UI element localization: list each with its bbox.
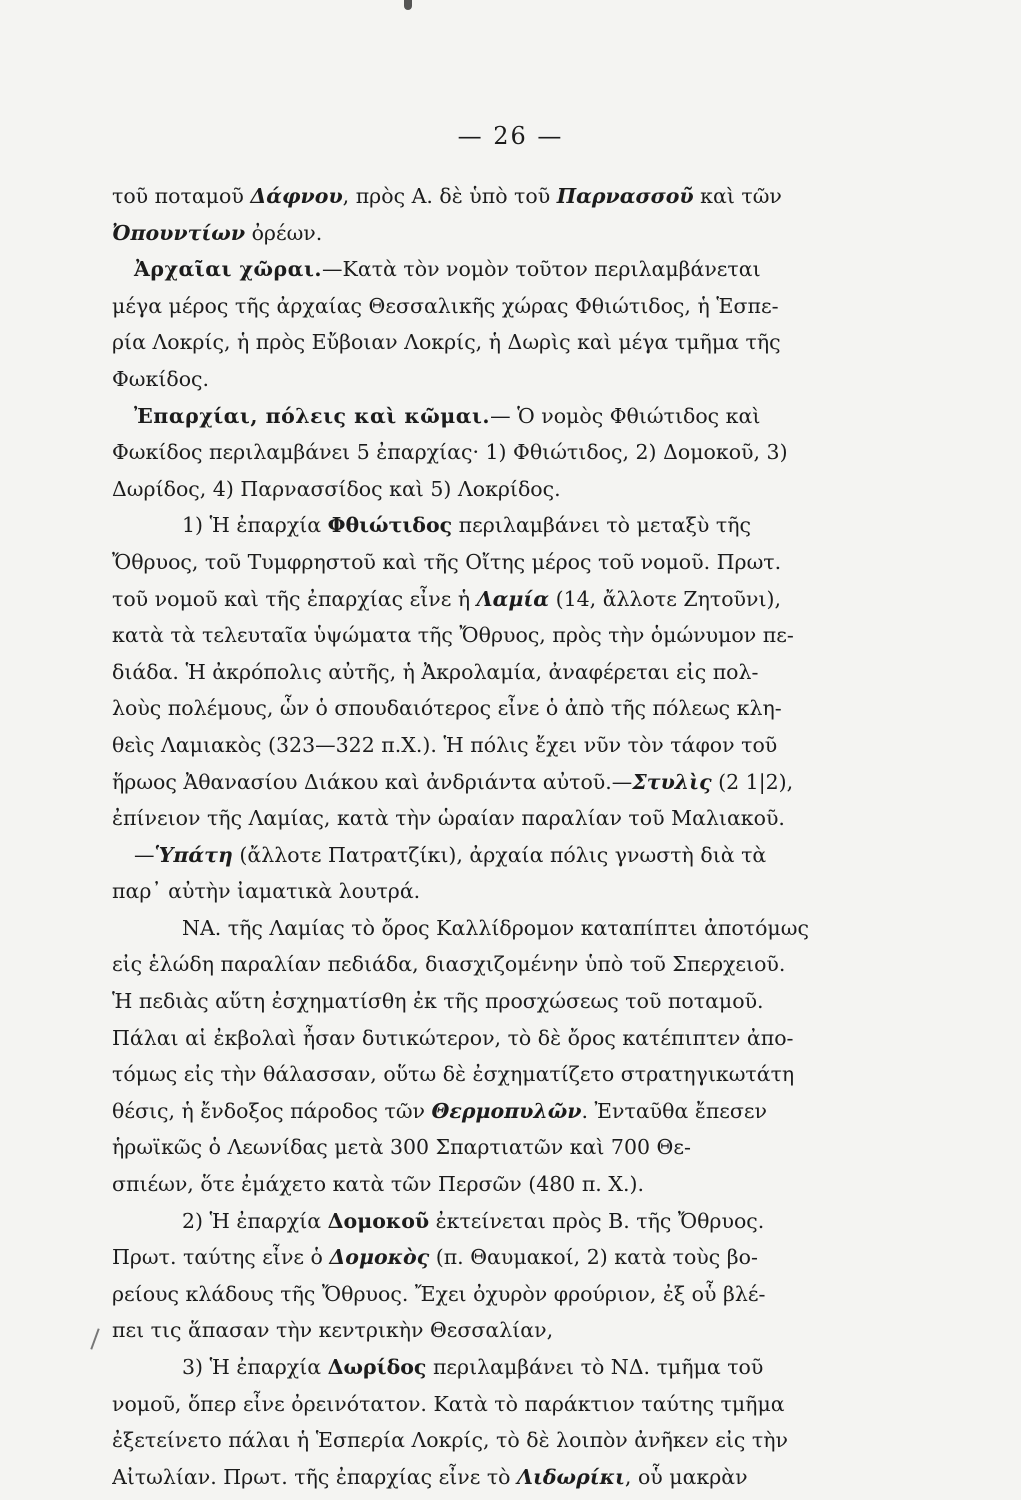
emphasis-text: Λαμία xyxy=(476,586,550,611)
text-line xyxy=(112,1276,980,1313)
text-run: θεὶς Λαμιακὸς (323—322 π.Χ.). Ἡ πόλις ἔχει νῦν τὸν τάφον τοῦ xyxy=(112,732,778,757)
text-run: Φωκίδος περιλαμβάνει 5 ἐπαρχίας· 1) Φθιώτιδος, 2) Δομοκοῦ, 3) xyxy=(112,440,788,465)
emphasis-text: Ὀπουντίων xyxy=(112,220,246,245)
text-line xyxy=(112,251,980,288)
text-run: ἐκτείνεται πρὸς Β. τῆς Ὄθρυος. xyxy=(429,1208,765,1233)
text-run: Φωκίδος. xyxy=(112,366,210,391)
text-run: λοὺς πολέμους, ὧν ὁ σπουδαιότερος εἶνε ὁ ἀπὸ τῆς πόλεως κλη- xyxy=(112,696,782,721)
emphasis-text: Ἀρχαῖαι χῶραι. xyxy=(134,257,323,282)
emphasis-text: Λιδωρίκι xyxy=(517,1464,625,1489)
emphasis-text: Φθιώτιδος xyxy=(327,513,453,538)
text-line xyxy=(112,1129,980,1166)
text-line xyxy=(112,800,980,837)
text-line xyxy=(112,1020,980,1057)
text-line xyxy=(112,1386,980,1423)
text-run: Δωρίδος, 4) Παρνασσίδος καὶ 5) Λοκρίδος. xyxy=(112,476,561,501)
text-line xyxy=(112,507,980,544)
text-run: Ὄθρυος, τοῦ Τυμφρηστοῦ καὶ τῆς Οἴτης μέρος τοῦ νομοῦ. Πρωτ. xyxy=(112,549,782,574)
text-run: ἐξετείνετο πάλαι ἡ Ἑσπερία Λοκρίς, τὸ δὲ λοιπὸν ἀνῆκεν εἰς τὴν xyxy=(112,1428,789,1453)
margin-pencil-mark xyxy=(90,1328,99,1349)
text-line xyxy=(112,324,980,361)
text-run: σπιέων, ὅτε ἐμάχετο κατὰ τῶν Περσῶν (480 π. Χ.). xyxy=(112,1172,644,1197)
text-run: ὀρέων. xyxy=(245,220,323,245)
text-run: (π. Θαυμακοί, 2) κατὰ τοὺς βο- xyxy=(429,1245,758,1270)
text-run: . Ἐνταῦθα ἔπεσεν xyxy=(581,1098,768,1123)
text-line xyxy=(112,398,980,435)
text-run: τοῦ νομοῦ καὶ τῆς ἐπαρχίας εἶνε ἡ xyxy=(112,586,477,611)
text-run: ἡρωϊκῶς ὁ Λεωνίδας μετὰ 300 Σπαρτιατῶν καὶ 700 Θε- xyxy=(112,1135,691,1160)
text-run: (2 1|2), xyxy=(711,769,794,794)
text-line xyxy=(112,837,980,874)
text-line xyxy=(112,288,980,325)
text-run: Ἡ πεδιὰς αὕτη ἐσχηματίσθη ἐκ τῆς προσχώσεως τοῦ ποταμοῦ. xyxy=(112,989,764,1014)
text-run: (14, ἄλλοτε Ζητοῦνι), xyxy=(549,586,782,611)
text-run: μέγα μέρος τῆς ἀρχαίας Θεσσαλικῆς χώρας Φθιώτιδος, ἡ Ἑσπε- xyxy=(112,293,779,318)
text-line xyxy=(112,910,980,947)
emphasis-text: Δομοκὸς xyxy=(329,1245,430,1270)
text-run: ρία Λοκρίς, ἡ πρὸς Εὔβοιαν Λοκρίς, ἡ Δωρὶς καὶ μέγα τμῆμα τῆς xyxy=(112,330,781,355)
text-line xyxy=(112,983,980,1020)
text-line xyxy=(112,215,980,252)
emphasis-text: Ἐπαρχίαι, πόλεις καὶ κῶμαι. xyxy=(134,403,491,428)
text-run: τόμως εἰς τὴν θάλασσαν, οὕτω δὲ ἐσχηματίζετο στρατηγικωτάτη xyxy=(112,1062,795,1087)
text-run: παρ᾽ αὐτὴν ἰαματικὰ λουτρά. xyxy=(112,879,421,904)
emphasis-text: Στυλὶς xyxy=(632,769,712,794)
emphasis-text: Θερμοπυλῶν xyxy=(431,1098,582,1123)
text-line xyxy=(112,690,980,727)
text-run: θέσις, ἡ ἔνδοξος πάροδος τῶν xyxy=(112,1098,432,1123)
text-run: Πάλαι αἱ ἐκβολαὶ ἦσαν δυτικώτερον, τὸ δὲ ὄρος κατέπιπτεν ἀπο- xyxy=(112,1025,794,1050)
emphasis-text: Παρνασσοῦ xyxy=(556,184,694,208)
text-line xyxy=(112,946,980,983)
text-line xyxy=(112,544,980,581)
text-run: 3) Ἡ ἐπαρχία xyxy=(182,1355,328,1379)
text-line xyxy=(112,654,980,691)
text-run: ἐπίνειον τῆς Λαμίας, κατὰ τὴν ὡραίαν παραλίαν τοῦ Μαλιακοῦ. xyxy=(112,806,785,831)
text-run: περιλαμβάνει τὸ μεταξὺ τῆς xyxy=(452,513,752,538)
text-line xyxy=(112,1459,980,1496)
text-line xyxy=(112,873,980,910)
text-run: τοῦ ποταμοῦ xyxy=(112,184,251,208)
text-line xyxy=(112,1422,980,1459)
text-line xyxy=(112,1166,980,1203)
text-line xyxy=(112,1239,980,1276)
text-run: ΝΑ. τῆς Λαμίας τὸ ὄρος Καλλίδρομον καταπίπτει ἀποτόμως xyxy=(182,915,809,940)
text-run: περιλαμβάνει τὸ ΝΔ. τμῆμα τοῦ xyxy=(426,1355,764,1379)
text-run: νομοῦ, ὅπερ εἶνε ὀρεινότατον. Κατὰ τὸ παράκτιον ταύτης τμῆμα xyxy=(112,1391,785,1416)
text-run: κατὰ τὰ τελευταῖα ὑψώματα τῆς Ὄθρυος, πρὸς τὴν ὁμώνυμον πε- xyxy=(112,623,794,648)
emphasis-text: Δομοκοῦ xyxy=(327,1208,430,1233)
text-line xyxy=(112,434,980,471)
text-run: πει τις ἅπασαν τὴν κεντρικὴν Θεσσαλίαν, xyxy=(112,1318,554,1343)
emphasis-text: Δωρίδος xyxy=(327,1355,427,1379)
text-run: — Ὁ νομὸς Φθιώτιδος καὶ xyxy=(490,403,761,428)
ink-mark xyxy=(404,0,412,10)
text-line xyxy=(112,1349,980,1386)
text-line xyxy=(112,178,980,215)
text-line xyxy=(112,727,980,764)
text-run: ἥρωος Ἀθανασίου Διάκου καὶ ἀνδριάντα αὐτοῦ.— xyxy=(112,769,633,794)
text-line xyxy=(112,1312,980,1349)
text-line xyxy=(112,617,980,654)
text-run: — xyxy=(134,842,155,867)
text-line xyxy=(112,764,980,801)
text-run: Αἰτωλίαν. Πρωτ. τῆς ἐπαρχίας εἶνε τὸ xyxy=(112,1464,518,1489)
text-line xyxy=(112,361,980,398)
text-run: ρείους κλάδους τῆς Ὄθρυος. Ἔχει ὀχυρὸν φρούριον, ἐξ οὗ βλέ- xyxy=(112,1281,766,1306)
text-run: , οὗ μακρὰν xyxy=(624,1464,748,1489)
text-run: διάδα. Ἡ ἀκρόπολις αὐτῆς, ἡ Ἀκρολαμία, ἀναφέρεται εἰς πολ- xyxy=(112,659,759,684)
text-line xyxy=(112,1203,980,1240)
text-run: , πρὸς Α. δὲ ὑπὸ τοῦ xyxy=(342,184,557,208)
text-run: 2) Ἡ ἐπαρχία xyxy=(182,1208,328,1233)
text-run: (ἄλλοτε Πατρατζίκι), ἀρχαία πόλις γνωστὴ διὰ τὰ xyxy=(232,842,767,867)
text-line xyxy=(112,1056,980,1093)
text-run: Πρωτ. ταύτης εἶνε ὁ xyxy=(112,1245,330,1270)
emphasis-text: Δάφνου xyxy=(250,184,343,208)
text-run: —Κατὰ τὸν νομὸν τοῦτον περιλαμβάνεται xyxy=(322,257,761,282)
text-line xyxy=(112,471,980,508)
page-number: — 26 — xyxy=(457,122,564,150)
emphasis-text: Ὑπάτη xyxy=(154,842,233,867)
text-run: καὶ τῶν xyxy=(693,184,782,208)
text-run: εἰς ἑλώδη παραλίαν πεδιάδα, διασχιζομένην ὑπὸ τοῦ Σπερχειοῦ. xyxy=(112,952,786,977)
text-run: 1) Ἡ ἐπαρχία xyxy=(182,513,328,538)
body-text xyxy=(112,178,980,1495)
text-line xyxy=(112,1093,980,1130)
text-line xyxy=(112,581,980,618)
